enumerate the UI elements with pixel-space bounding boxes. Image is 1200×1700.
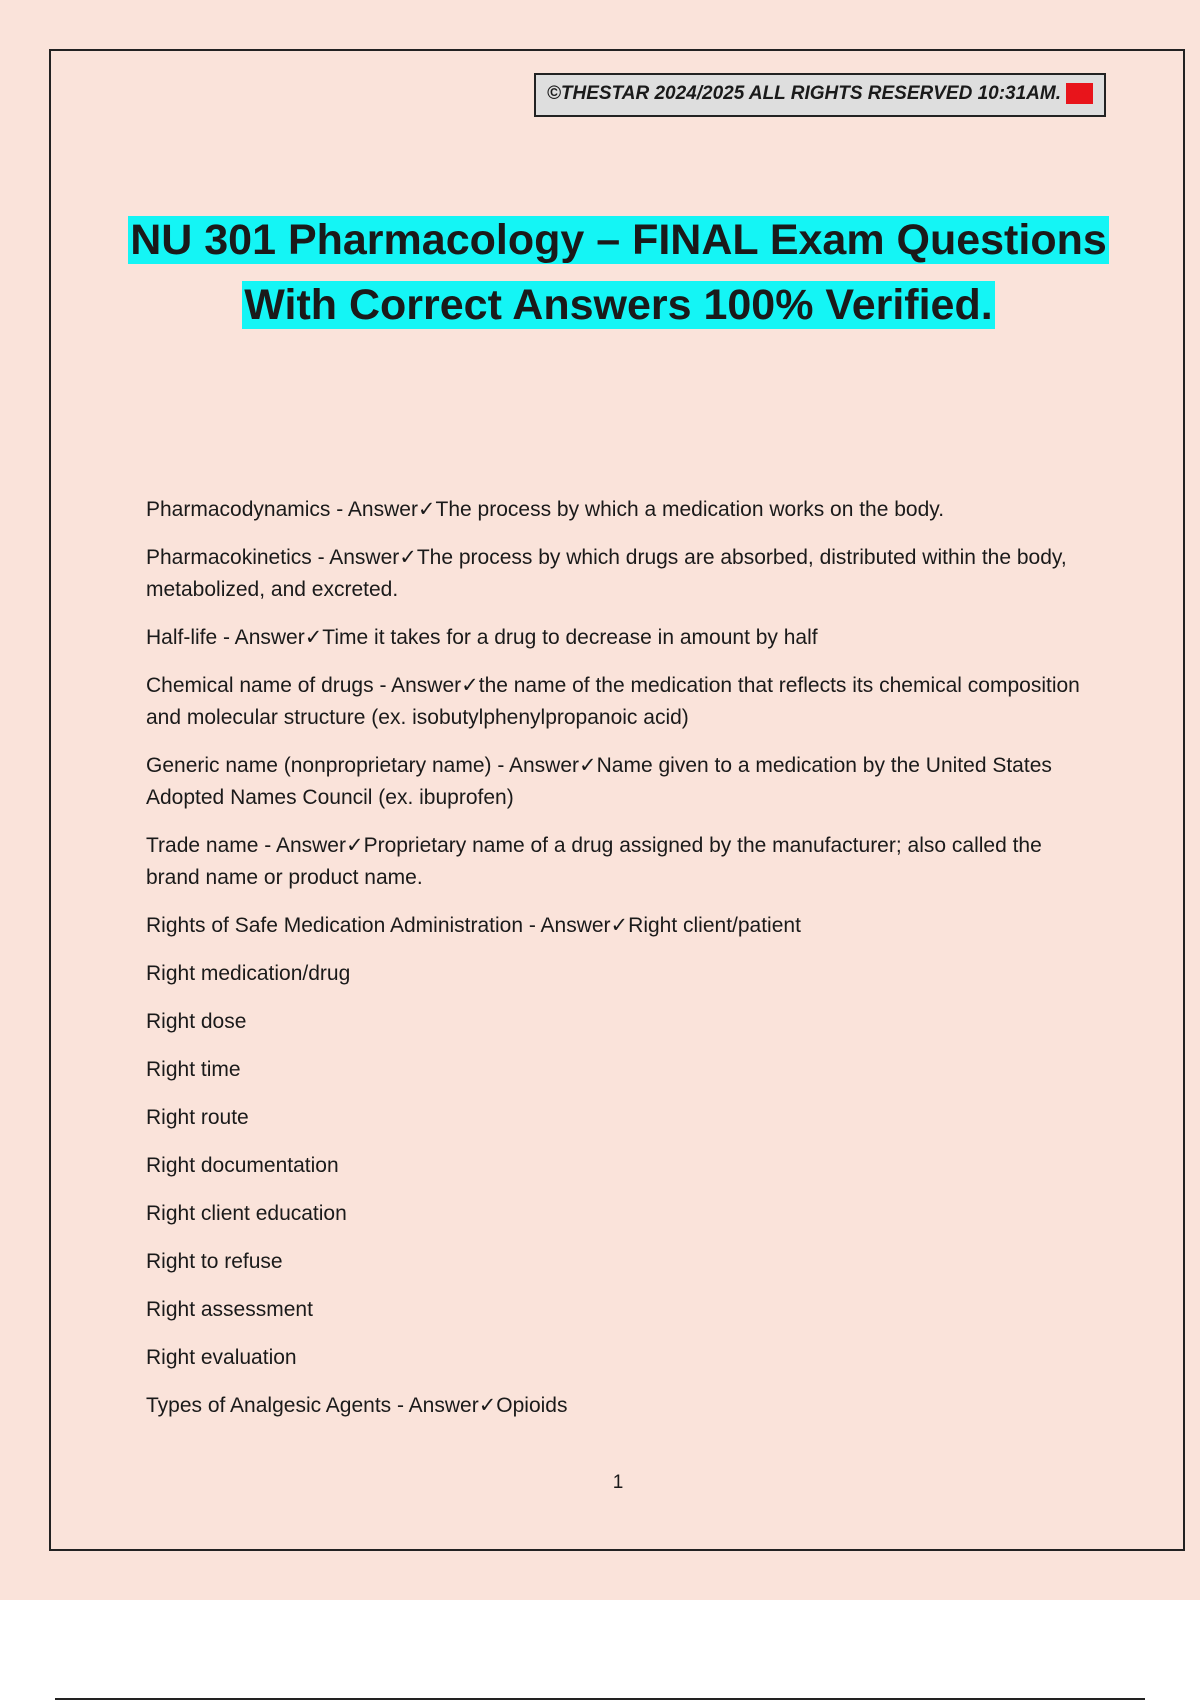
page-number: 1 (612, 1472, 624, 1493)
list-item: Right time (146, 1058, 241, 1081)
qa-entry: Chemical name of drugs - Answer✓the name of the medication that reflects its chemical composition and molecular structure (ex. isobutylphenylpropanoic acid) (146, 674, 1080, 729)
qa-entry: Pharmacokinetics - Answer✓The process by which drugs are absorbed, distributed within the body, metabolized, and excreted. (146, 546, 1067, 601)
qa-entry: Half-life - Answer✓Time it takes for a drug to decrease in amount by half (146, 626, 818, 649)
copyright-banner (534, 73, 1106, 117)
list-item: Right documentation (146, 1154, 339, 1177)
list-item: Right to refuse (146, 1250, 283, 1273)
title-line-2: With Correct Answers 100% Verified. (244, 281, 993, 329)
copyright-text: ©THESTAR 2024/2025 ALL RIGHTS RESERVED 10:31AM. (546, 83, 1062, 104)
list-item: Right route (146, 1106, 249, 1129)
qa-entry: Pharmacodynamics - Answer✓The process by which a medication works on the body. (146, 498, 945, 521)
list-item: Right evaluation (146, 1346, 297, 1369)
list-item: Right assessment (146, 1298, 313, 1321)
document-title (80, 208, 1157, 338)
list-item: Right dose (146, 1010, 247, 1033)
qa-entry: Trade name - Answer✓Proprietary name of a drug assigned by the manufacturer; also called the brand name or product name. (146, 834, 1042, 889)
qa-entry: Types of Analgesic Agents - Answer✓Opioids (146, 1394, 568, 1417)
qa-entry: Generic name (nonproprietary name) - Answer✓Name given to a medication by the United States Adopted Names Council (ex. ibuprofen) (146, 754, 1052, 809)
grade-badge: A+ (1067, 83, 1093, 104)
list-item: Right medication/drug (146, 962, 351, 985)
list-item: Right client education (146, 1202, 347, 1225)
title-line-1: NU 301 Pharmacology – FINAL Exam Questions (130, 216, 1107, 264)
qa-entry: Rights of Safe Medication Administration - Answer✓Right client/patient (146, 914, 801, 937)
qa-list (146, 494, 1086, 1422)
